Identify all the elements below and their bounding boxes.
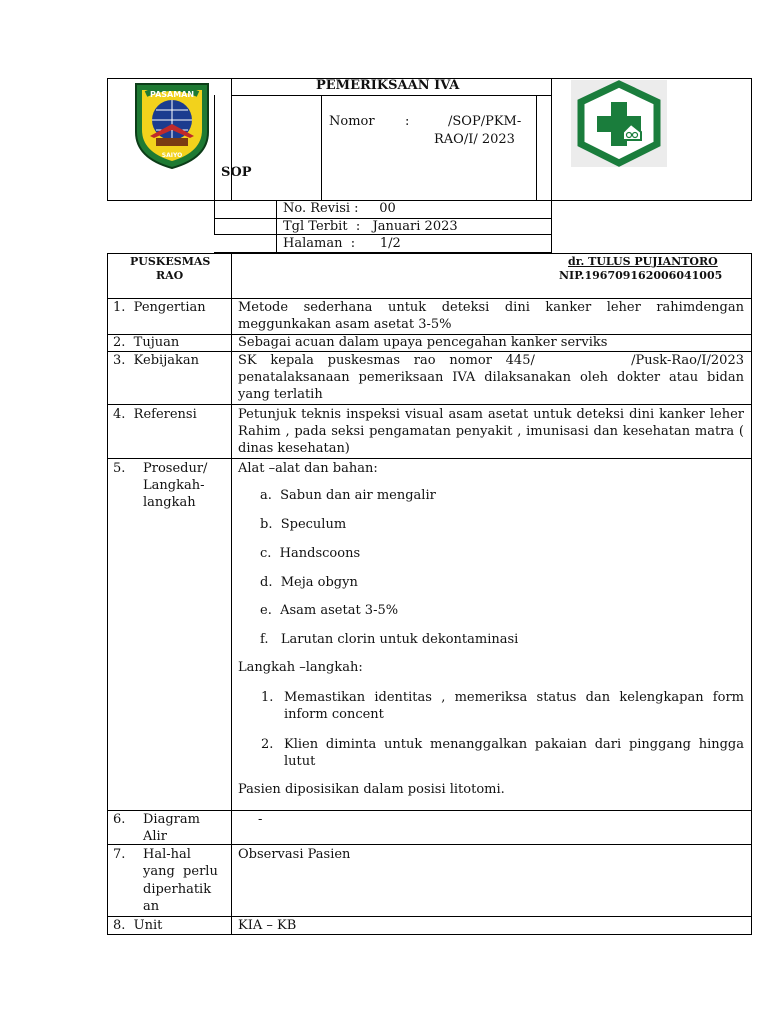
list-item: e. Asam asetat 3-5% — [260, 603, 399, 618]
row-label-hal-1: Hal-hal — [143, 847, 191, 862]
org-name-1: PUSKESMAS — [130, 255, 211, 268]
row-label-unit: 8. Unit — [113, 918, 163, 933]
signer-name: dr. TULUS PUJIANTORO — [568, 255, 718, 268]
row-label-diagram-2: Alir — [143, 829, 167, 844]
row-text-unit: KIA – KB — [238, 918, 297, 933]
nomor-value-2: RAO/I/ 2023 — [434, 132, 515, 147]
list-item: a. Sabun dan air mengalir — [260, 488, 436, 503]
row-label-diagram-1: Diagram — [143, 812, 200, 827]
row-label-hal-4: an — [143, 899, 160, 914]
logo-text-bottom: SAIYO — [161, 152, 183, 159]
row-label-hal-2: yang perlu — [143, 864, 218, 879]
org-name-2: RAO — [156, 269, 184, 282]
step-number: 1. — [261, 690, 274, 705]
step-number: 2. — [261, 737, 274, 752]
nomor-label: Nomor — [329, 114, 375, 129]
list-item: d. Meja obgyn — [260, 575, 358, 590]
step-text: Memastikan identitas , memeriksa status dan kelengkapan form inform concent — [284, 690, 744, 722]
list-item: f. Larutan clorin untuk dekontaminasi — [260, 632, 519, 647]
sop-label: SOP — [221, 165, 252, 180]
row-label-prosedur-1: Prosedur/ — [143, 461, 208, 476]
list-item: c. Handscoons — [260, 546, 361, 561]
signer-nip: NIP.196709162006041005 — [559, 269, 723, 282]
nomor-value-1: /SOP/PKM- — [448, 114, 522, 129]
row-num-hal: 7. — [113, 847, 126, 862]
puskesmas-cross-logo — [571, 80, 667, 167]
row-num-diagram: 6. — [113, 812, 126, 827]
pasien-note: Pasien diposisikan dalam posisi litotomi. — [238, 782, 505, 797]
row-label-kebijakan: 3. Kebijakan — [113, 353, 199, 368]
row-text-referensi: Petunjuk teknis inspeksi visual asam asetat untuk deteksi dini kanker leher Rahim , pada seksi pengamatan penyakit , imunisasi dan kesehatan matra ( dinas kesehatan) — [238, 407, 744, 456]
row-text-diagram: - — [258, 812, 263, 827]
revisi-line: No. Revisi : 00 — [283, 201, 396, 216]
row-text-hal: Observasi Pasien — [238, 847, 351, 862]
terbit-line: Tgl Terbit : Januari 2023 — [283, 219, 458, 234]
pasaman-logo — [132, 80, 212, 170]
row-label-referensi: 4. Referensi — [113, 407, 197, 422]
row-num-prosedur: 5. — [113, 461, 126, 476]
row-label-pengertian: 1. Pengertian — [113, 300, 206, 315]
row-label-hal-3: diperhatik — [143, 882, 212, 897]
row-text-pengertian: Metode sederhana untuk deteksi dini kanker leher rahimdengan meggunkakan asam asetat 3-5% — [238, 300, 744, 332]
step-text: Klien diminta untuk menanggalkan pakaian dari pinggang hingga lutut — [284, 737, 744, 769]
row-label-tujuan: 2. Tujuan — [113, 335, 180, 350]
langkah-heading: Langkah –langkah: — [238, 660, 363, 675]
row-label-prosedur-2: Langkah- — [143, 478, 205, 493]
row-text-tujuan: Sebagai acuan dalam upaya pencegahan kanker serviks — [238, 335, 608, 350]
row-text-kebijakan: SK kepala puskesmas rao nomor 445/ /Pusk-Rao/I/2023 penatalaksanaan pemeriksaan IVA dilaksanakan oleh dokter atau bidan yang terlatih — [238, 353, 749, 402]
doc-title: PEMERIKSAAN IVA — [316, 78, 460, 93]
halaman-line: Halaman : 1/2 — [283, 236, 401, 251]
nomor-colon: : — [405, 114, 410, 129]
list-item: b. Speculum — [260, 517, 347, 532]
logo-text-top: PASAMAN — [149, 90, 195, 99]
alat-heading: Alat –alat dan bahan: — [238, 461, 378, 476]
row-label-prosedur-3: langkah — [143, 495, 196, 510]
